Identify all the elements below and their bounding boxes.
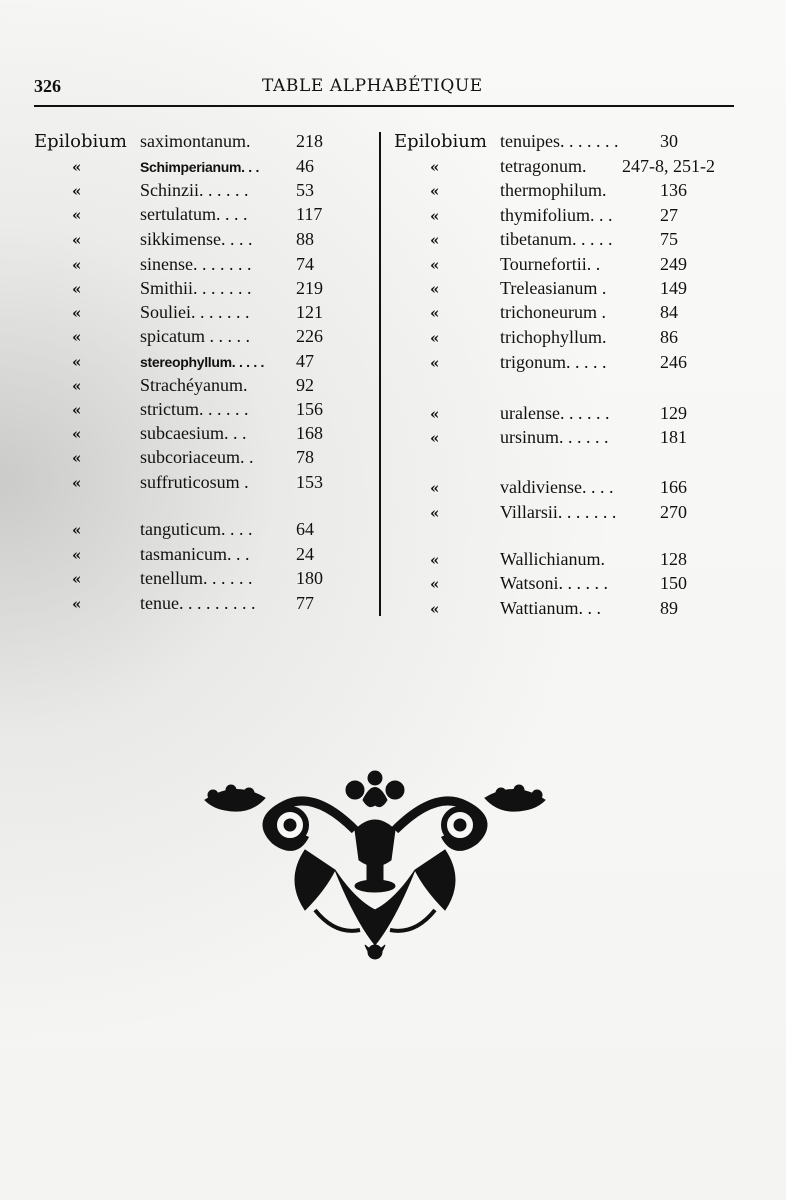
page-reference: 156 <box>296 399 323 419</box>
genus-label: Epilobium <box>34 131 127 152</box>
species-name: Schinzii. . . . . . <box>140 180 249 200</box>
ditto-mark: « <box>430 329 440 347</box>
species-name: suffruticosum . <box>140 472 249 492</box>
species-name: trigonum. . . . . <box>500 352 607 372</box>
page-reference: 153 <box>296 472 323 492</box>
ditto-mark: « <box>72 474 82 492</box>
species-name: tenue. . . . . . . . . <box>140 593 256 613</box>
page-reference: 181 <box>660 427 687 447</box>
species-name: uralense. . . . . . <box>500 403 610 423</box>
page-reference: 88 <box>296 229 314 249</box>
species-name: stereophyllum. . . . . <box>140 354 265 370</box>
species-name: Schimperianum. . . <box>140 159 260 175</box>
ditto-mark: « <box>430 354 440 372</box>
ditto-mark: « <box>72 304 82 322</box>
ditto-mark: « <box>430 504 440 522</box>
page-reference: 27 <box>660 205 678 225</box>
page-reference: 92 <box>296 375 314 395</box>
ditto-mark: « <box>430 479 440 497</box>
species-name: tibetanum. . . . . <box>500 229 613 249</box>
page-number: 326 <box>34 76 61 96</box>
genus-label: Epilobium <box>394 131 487 152</box>
species-name: Wattianum. . . <box>500 598 602 618</box>
species-name: trichophyllum. <box>500 327 607 347</box>
page-reference: 129 <box>660 403 687 423</box>
page-reference: 53 <box>296 180 314 200</box>
page-reference: 47 <box>296 351 314 371</box>
floral-vignette-icon <box>195 760 555 975</box>
species-name: valdiviense. . . . <box>500 477 614 497</box>
page-reference: 121 <box>296 302 323 322</box>
page-reference: 117 <box>296 204 323 224</box>
page-reference: 150 <box>660 573 687 593</box>
species-name: Wallichianum. <box>500 549 606 569</box>
ditto-mark: « <box>430 231 440 249</box>
ditto-mark: « <box>72 595 82 613</box>
ditto-mark: « <box>430 158 440 176</box>
species-name: thermophilum. <box>500 180 607 200</box>
species-name: tenuipes. . . . . . . <box>500 131 619 151</box>
species-name: tenellum. . . . . . <box>140 568 253 588</box>
page-reference: 77 <box>296 593 314 613</box>
ditto-mark: « <box>430 575 440 593</box>
ditto-mark: « <box>430 405 440 423</box>
species-name: saximontanum. <box>140 131 251 151</box>
species-name: spicatum . . . . . <box>140 326 250 346</box>
header-rule <box>34 105 734 107</box>
ditto-mark: « <box>72 328 82 346</box>
page-reference: 218 <box>296 131 323 151</box>
page-reference: 84 <box>660 302 678 322</box>
ditto-mark: « <box>72 570 82 588</box>
column-divider <box>379 132 381 616</box>
ditto-mark: « <box>430 304 440 322</box>
page-reference: 89 <box>660 598 678 618</box>
page-reference: 247-8, 251-2 <box>622 156 715 176</box>
ditto-mark: « <box>72 280 82 298</box>
ditto-mark: « <box>72 206 82 224</box>
species-name: Watsoni. . . . . . <box>500 573 609 593</box>
species-name: tanguticum. . . . <box>140 519 253 539</box>
page-reference: 86 <box>660 327 678 347</box>
ditto-mark: « <box>430 551 440 569</box>
ditto-mark: « <box>72 353 82 371</box>
species-name: ursinum. . . . . . <box>500 427 609 447</box>
page-reference: 168 <box>296 423 323 443</box>
ditto-mark: « <box>72 521 82 539</box>
species-name: trichoneurum . <box>500 302 606 322</box>
page-reference: 246 <box>660 352 687 372</box>
ditto-mark: « <box>72 158 82 176</box>
page-reference: 24 <box>296 544 314 564</box>
ditto-mark: « <box>430 429 440 447</box>
ditto-mark: « <box>430 280 440 298</box>
ditto-mark: « <box>72 377 82 395</box>
page-reference: 219 <box>296 278 323 298</box>
page-reference: 226 <box>296 326 323 346</box>
ditto-mark: « <box>72 546 82 564</box>
page-reference: 136 <box>660 180 687 200</box>
species-name: tasmanicum. . . <box>140 544 250 564</box>
species-name: Strachéyanum. <box>140 375 248 395</box>
ditto-mark: « <box>430 182 440 200</box>
ditto-mark: « <box>72 425 82 443</box>
ditto-mark: « <box>72 231 82 249</box>
page-reference: 166 <box>660 477 687 497</box>
ditto-mark: « <box>430 256 440 274</box>
species-name: sinense. . . . . . . <box>140 254 252 274</box>
page-reference: 75 <box>660 229 678 249</box>
species-name: Treleasianum . <box>500 278 607 298</box>
species-name: Souliei. . . . . . . <box>140 302 250 322</box>
ditto-mark: « <box>430 207 440 225</box>
species-name: Villarsii. . . . . . . <box>500 502 617 522</box>
page-reference: 180 <box>296 568 323 588</box>
ditto-mark: « <box>72 256 82 274</box>
page-reference: 30 <box>660 131 678 151</box>
ditto-mark: « <box>430 600 440 618</box>
page-reference: 46 <box>296 156 314 176</box>
page-reference: 270 <box>660 502 687 522</box>
species-name: strictum. . . . . . <box>140 399 249 419</box>
species-name: subcoriaceum. . <box>140 447 254 467</box>
page-reference: 149 <box>660 278 687 298</box>
species-name: sertulatum. . . . <box>140 204 248 224</box>
ditto-mark: « <box>72 401 82 419</box>
page-reference: 249 <box>660 254 687 274</box>
species-name: Smithii. . . . . . . <box>140 278 252 298</box>
page-reference: 74 <box>296 254 314 274</box>
species-name: thymifolium. . . <box>500 205 613 225</box>
page-title: TABLE ALPHABÉTIQUE <box>262 76 483 96</box>
page-reference: 128 <box>660 549 687 569</box>
species-name: Tournefortii. . <box>500 254 601 274</box>
species-name: tetragonum. <box>500 156 587 176</box>
page-reference: 64 <box>296 519 314 539</box>
ditto-mark: « <box>72 182 82 200</box>
species-name: subcaesium. . . <box>140 423 247 443</box>
species-name: sikkimense. . . . <box>140 229 253 249</box>
page-reference: 78 <box>296 447 314 467</box>
ditto-mark: « <box>72 449 82 467</box>
